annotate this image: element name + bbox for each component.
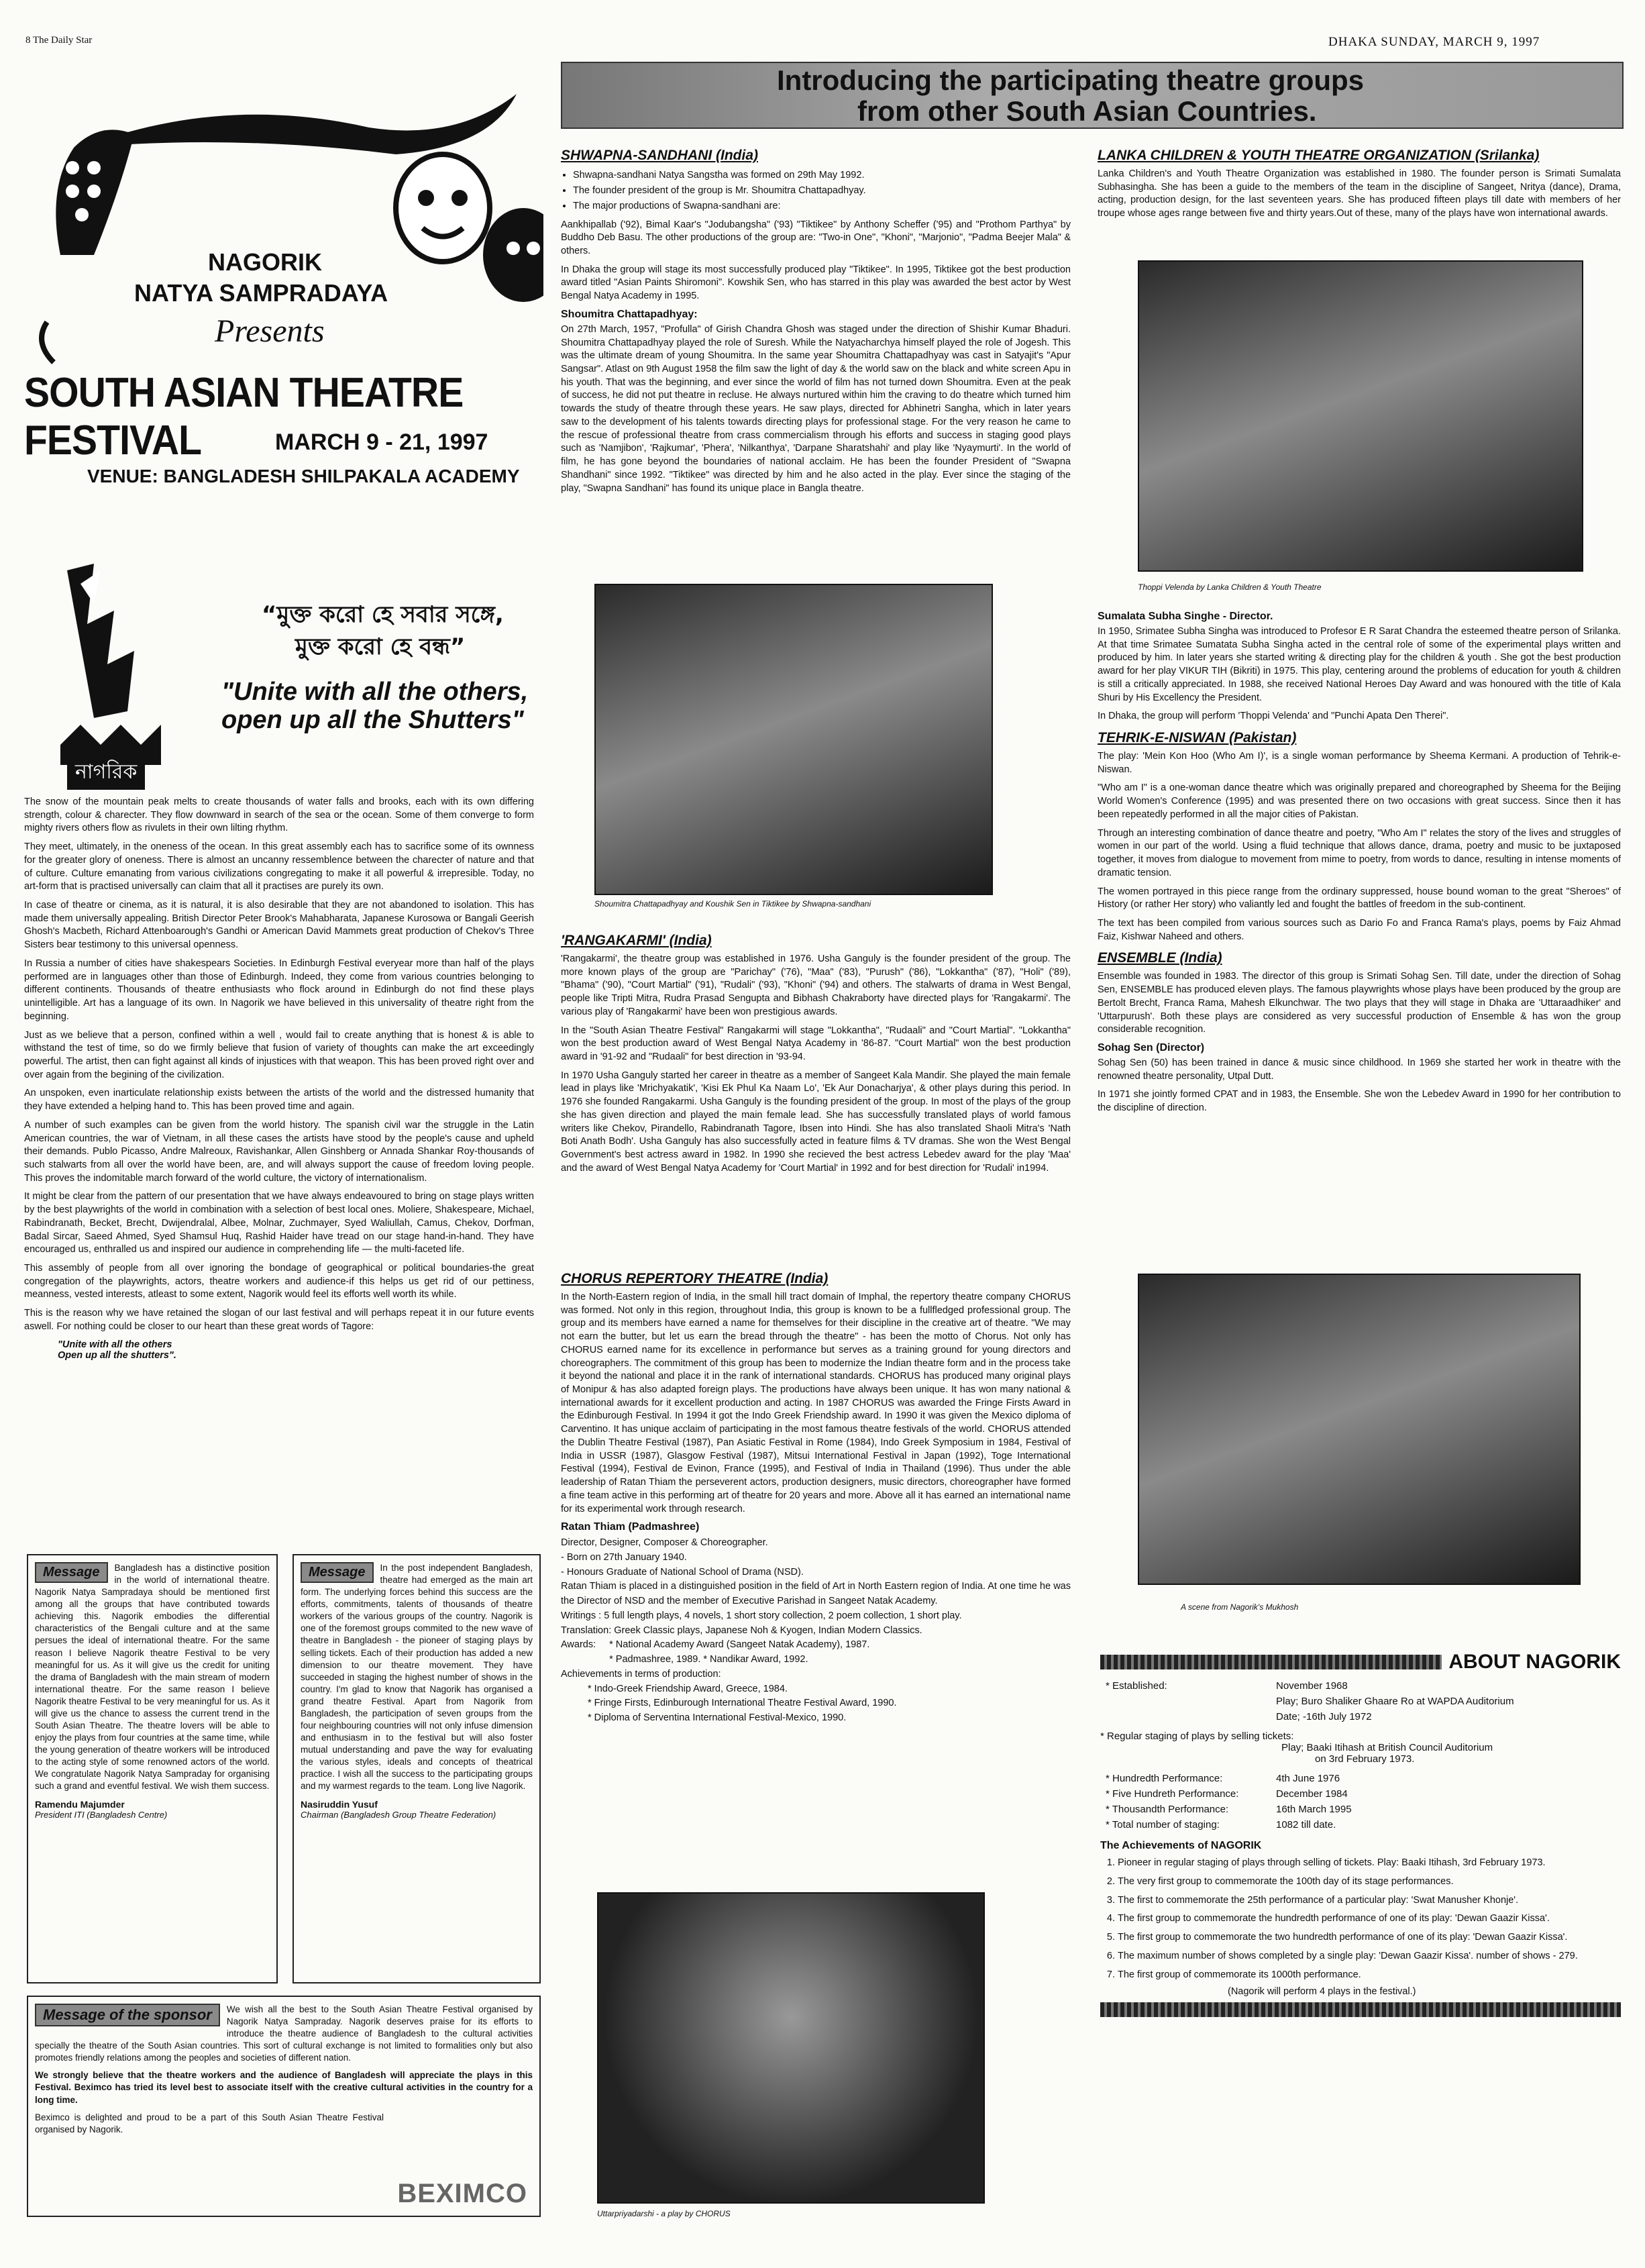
achievements-label: Achievements in terms of production: <box>561 1668 721 1680</box>
tagore-quote-line2: Open up all the shutters". <box>58 1349 176 1361</box>
shwapna-heading: SHWAPNA-SANDHANI (India) <box>561 148 758 163</box>
ratan-born: - Born on 27th January 1940. <box>561 1551 687 1563</box>
chorus-article <box>561 1271 1071 1726</box>
stat-value: 16th March 1995 <box>1276 1804 1352 1815</box>
stat-label: * Total number of staging: <box>1106 1819 1220 1831</box>
about-bottom-rule <box>1100 2002 1621 2017</box>
achievement-item: * Fringe Firsts, Edinburough International Theatre Festival Award, 1990. <box>588 1698 897 1709</box>
ensemble-paragraph: In 1971 she jointly formed CPAT and in 1983, the Ensemble. She won the Lebedev Award in 1990 for her contribution to the discipline of direction. <box>1098 1089 1621 1114</box>
about-label: * Established: <box>1106 1680 1167 1692</box>
achievement-item: 6. The maximum number of shows completed by a single play: 'Dewan Gaazir Kissa'. number of shows - 279. <box>1118 1949 1621 1964</box>
org-name-line1: NAGORIK <box>208 248 322 276</box>
masks-illustration <box>20 54 543 403</box>
about-value: Play; Buro Shaliker Ghaare Ro at WAPDA Auditorium <box>1276 1696 1514 1707</box>
message-author: Nasiruddin Yusuf <box>301 1799 378 1810</box>
shwapna-paragraph: On 27th March, 1957, "Profulla" of Girish Chandra Ghosh was staged under the direction of Shishir Kumar Bhaduri. Shoumitra Chattapadhyay played the role of Suresh. While the Natyacharchya himself played the role of Jogesh. This was the ultimate dream of young Shoumitra. In the same year Shoumitra Chattapadhyay was cast in Satyajit's "Apur Sangsar". Atlast on 9th August 1958 the film saw the light of day & the world saw on the black and white screen Apu in his youth. That was the beginning, and ever since the world of film has not turned down Shoumitra. Even at the peak of success, he did not put theatre in recluse. He always nurtured within him the craving to do theatre which turned him towards the study of theatre through these years. He saw plays, directed for Abhinetri Sangha, which in later years saw to the development of his talents towards directing plays for professional stage. For the very reason he came to the rescue of professional theatre from crass commercialism through his efforts and success in staging good plays such as 'Namjibon', 'Rajkumar', 'Phera', 'Nilkanthya', 'Darpane Sharatshahi' and play like 'Nyaymurti'. In the world of film, he has gone beyond the boundaries of national acclaim. He has been the founder President of "Swapna Shandhani" since 1992. "Tiktikee" was directed by him and he also acted in the play. Ever since the staging of the play, "Swapna Sandhani" has found its unique place in Bangla theatre. <box>561 323 1071 494</box>
ensemble-paragraph: Ensemble was founded in 1983. The director of this group is Srimati Sohag Sen. Till date, under the direction of Sohag Sen, ENSEMBLE has produced eleven plays. The famous playwrights whose plays have been produced by the group are Bertolt Brecht, Franca Rama, Mahesh Elkunchwar. The two plays that they will stage in Dhaka are 'Uttaraadhiker' and 'Uttarpurush'. Both these plays are considered as very successful production of Ensemble & has won the group considerable recognition. <box>1098 971 1621 1035</box>
about-footnote: (Nagorik will perform 4 plays in the festival.) <box>1228 1986 1416 1998</box>
tehrik-paragraph: "Who am I" is a one-woman dance theatre which was originally prepared and choreographed by Sheema for the Beijing World Women's Conference (1995) and was presented there on two occasions with great success. Since then it has been repeatedly performed in all the major cities of Pakistan. <box>1098 782 1621 820</box>
banner-line1: Introducing the participating theatre groups <box>777 64 1365 96</box>
rangakarmi-paragraph: In 1970 Usha Ganguly started her career in theatre as a member of Sangeet Kala Mandir. She played the main female lead in plays like 'Mrichyakatik', 'Kisi Ek Phul Ka Naam Lo', 'Ek Aur Donacharjya', & other plays during this period. In 1976 she founded Rangakarmi. Usha Ganguly is the founding president of the group. In most of the plays of the group she has given direction and played the main female lead. She has successfully translated plays of world famous writers like Chekov, Pirandello, Rabindranath Tagore, Ibsen into Hindi. She has also translated Shaoli Mitra's 'Nath Boti Anath Bodh'. Usha Ganguly has also successfully acted in feature films & TV dramas. She won the West Bengal Government's best actress award in 1982. In 1990 she recieved the best actress Lebedev award for the play 'Maa' and the award of West Bengal Natya Academy for 'Court Martial' in 1992 and for best direction for 'Rudali' in1994. <box>561 1070 1071 1174</box>
dateline: DHAKA SUNDAY, MARCH 9, 1997 <box>1328 35 1540 49</box>
about-title-rule <box>1100 1655 1442 1669</box>
chorus-paragraph: In the North-Eastern region of India, in the small hill tract domain of Imphal, the repertory theatre company CHORUS was formed. Not only in this region, throughout India, this group is known to be a fullfledged professional group. The group and its members have earned a name for themselves for their discipline in the creative art of theatre. "We may not earn the butter, but let us earn the bread through the theatre" - has been the motto of Chorus. Not only has CHORUS earned name for its excellence in performance but serves as a training ground for young directors and choreographers. The commitment of this group has been to modernize the Indian theatre form and in the process take it beyond the national and place it in the rank of international standards. CHORUS has produced many original plays of Monipur & has also adapted foreign plays. The productions have always been unique. It has won many national & international awards for it excellent production and acting. In 1987 CHORUS was awarded the Fringe Firsts Award in the Edinburough Festival. In 1994 it got the Indo Greek Friendship award. In 1990 it was given the Mexico diploma of Carventino. It has unique acclaim of participating in the most famous theatre festivals of the world. CHORUS attended the Dublin Theatre Festival (1987), Pan Asiatic Festival in Rome (1984), Indo Greek Symposium in 1984, Festival of India in USSR (1987), Glasgow Festival (1987), Mitsui International Festival in Japan (1992), Toge International Festival (1994), Festival de Evinon, France (1995), and Festival of India in Thailand (1996). Thus under the able leadership of Ratan Thiam the perseverent actors, production designers, music directors, choreographer have formed a fine team active in this performing art of theatre for 20 years and more. Above all it has earned an international name for its experimental work through research. <box>561 1292 1071 1514</box>
uttarpriyadarshi-photo <box>597 1892 985 2204</box>
shwapna-subheading: Shoumitra Chattapadhyay: <box>561 308 698 320</box>
regular-staging-date: on 3rd February 1973. <box>1315 1753 1415 1765</box>
intro-article <box>24 796 534 1361</box>
regular-staging-label: * Regular staging of plays by selling tickets: <box>1100 1731 1294 1742</box>
banner-line2: from other South Asian Countries. <box>857 95 1317 127</box>
message-author-title: Chairman (Bangladesh Group Theatre Federation) <box>301 1810 496 1820</box>
tiktikee-photo <box>594 584 993 895</box>
thoppi-velenda-photo <box>1138 260 1583 572</box>
tehrik-paragraph: The text has been compiled from various sources such as Dario Fo and Franca Rama's plays, poems by Faiz Ahmad Faiz, Kishwar Naheed and others. <box>1098 917 1621 942</box>
festival-venue: VENUE: BANGLADESH SHILPAKALA ACADEMY <box>87 466 520 486</box>
shwapna-paragraph: In Dhaka the group will stage its most successfully produced play "Tiktikee". In 1995, Tiktikee got the best production award titled "Asian Paints Shiromoni". Kowshik Sen, who has starred in this play was awarded the best actor by West Bengal Natya Academy in 1995. <box>561 264 1071 302</box>
intro-paragraph: It might be clear from the pattern of our presentation that we have always endeavoured to bring on stage plays written by the best playwrights of the world in combination with a selection of best local ones. Moliere, Shakespeare, Michael, Rabindranath, Becket, Brecht, Dwijendralal, Albee, Molnar, Zuchmayer, Syed Waliullah, Camus, Chekov, Dorfman, Badal Sircar, Saeed Ahmed, Syed Shamsul Huq, Rashid Haider have tread on our stage hand-in-hand. They have encouraged us, enthralled us and inspired our audience in comprehending life — the multi-faceted life. <box>24 1191 534 1255</box>
stat-value: 4th June 1976 <box>1276 1773 1340 1784</box>
lanka-paragraph: Lanka Children's and Youth Theatre Organization was established in 1980. The founder person is Srimati Sumalata Subhasingha. She has been a guide to the members of the team in the discipline of Sangeet, Nritya (dance), Drama, acting, production design, for the last seventeen years. She has produced fifteen plays till date with members of her troupe whose ages range between five and thirty years.Out of these, many of the plays have won international awards. <box>1098 168 1621 219</box>
intro-paragraph: In case of theatre or cinema, as it is natural, it is also desirable that they are not abandoned to isolation. This has made them universally appealing. British Director Peter Brook's Mahabharata, Japanese Kurosowa or Bangali Geerish Ghosh's Macbeth, Richard Attenboarough's Gandhi or American David Mammets great production of Chekov's Three Sisters bear testimony to this universal openness. <box>24 900 534 951</box>
thoppi-velenda-caption: Thoppi Velenda by Lanka Children & Youth Theatre <box>1138 582 1322 592</box>
about-value: November 1968 <box>1276 1680 1348 1692</box>
nagorik-emblem <box>54 544 174 785</box>
achievement-item: 1. Pioneer in regular staging of plays through selling of tickets. Play: Baaki Itihash, 3rd February 1973. <box>1118 1856 1621 1871</box>
tehrik-paragraph: The women portrayed in this piece range from the ordinary suppressed, house bound woman to the great "Sheroes" of History (or rather Her story) who valiantly led and fought the battles of freedom in the sub-continent. <box>1098 886 1621 911</box>
stat-value: December 1984 <box>1276 1788 1348 1800</box>
ratan-thiam-details <box>561 1536 1071 1726</box>
rangakarmi-paragraph: In the "South Asian Theatre Festival" Rangakarmi will stage "Lokkantha", "Rudaali" and "Court Martial". "Lokkantha" won the best production award of West Bengal Natya Academy in '86-87. "Court Martial" won the best production award in '91-92 and "Rudaali" for best direction in '93-94. <box>561 1025 1071 1063</box>
regular-staging-play: Play; Baaki Itihash at British Council Auditorium <box>1281 1742 1493 1753</box>
award-item: * National Academy Award (Sangeet Natak Academy), 1987. <box>609 1639 870 1651</box>
lanka-paragraph: In Dhaka, the group will perform 'Thoppi Velenda' and "Punchi Apata Den Therei". <box>1098 711 1449 722</box>
ratan-translation: Translation: Greek Classic plays, Japanese Noh & Kyogen, Indian Modern Classics. <box>561 1625 922 1636</box>
about-label <box>1102 1694 1271 1708</box>
lanka-subheading: Sumalata Subha Singhe - Director. <box>1098 611 1273 622</box>
about-label <box>1102 1710 1271 1724</box>
message-author-title: President ITI (Bangladesh Centre) <box>35 1810 168 1820</box>
intro-paragraph: An unspoken, even inarticulate relationship exists between the artists of the world and the distressed humanity that they have extended a helping hand to. This has been proved time and again. <box>24 1088 534 1113</box>
stat-value: 1082 till date. <box>1276 1819 1336 1831</box>
achievements-title: The Achievements of NAGORIK <box>1100 1840 1262 1851</box>
shwapna-bullet: • The founder president of the group is Mr. Shoumitra Chattapadhyay. <box>573 183 1071 199</box>
established-table <box>1100 1678 1520 1725</box>
presents-label: Presents <box>215 313 325 349</box>
intro-paragraph: They meet, ultimately, in the oneness of the ocean. In this great assembly each has to sacrifice some of its ownness for the greater glory of oneness. There is almost an uncanny ressemblence between the charecter of nature and that of culture. Culture emanating from various civilizations congregating to make it all powerful & irrepresible. Today, no art-form that is practised universally can claim that all it practises are purely its own. <box>24 841 534 892</box>
banner <box>561 62 1624 129</box>
ratan-honours: - Honours Graduate of National School of Drama (NSD). <box>561 1566 804 1578</box>
performance-stats <box>1100 1770 1357 1833</box>
intro-paragraph: In Russia a number of cities have shakespears Societies. In Edinburgh Festival everyear more than half of the plays performed are in languages other than those of Edinburgh. Indeed, they come from various countries belonging to different continents. Thousands of theatre enthusiasts who flock around in Edinburgh do not find these plays unintelligible. Art has a language of its own. In Nagorik we have believed in this universality of theatre right from the beginning. <box>24 958 534 1022</box>
intro-paragraph: A number of such examples can be given from the world history. The spanish civil war the struggle in the Latin American countries, the war of Vietnam, in all these cases the artists have stood by the people's cause and upheld their demands. Publo Picasso, Andre Malreoux, Ravishankar, Allen Ginshberg or Annada Shankar Roy-thousands of such stalwarts from all over the world have been, are, and will always support the cause of freedom loving people. This proves the indomitable march forward of the world culture, the victory of internationalism. <box>24 1119 534 1184</box>
award-item: * Padmashree, 1989. * Nandikar Award, 1992. <box>609 1654 808 1665</box>
festival-ad <box>20 54 543 792</box>
stat-label: * Five Hundreth Performance: <box>1106 1788 1239 1800</box>
nagorik-logo-text: নাগরিক <box>67 756 145 790</box>
shwapna-bullet: • The major productions of Swapna-sandhani are: <box>573 199 1071 214</box>
rangakarmi-paragraph: 'Rangakarmi', the theatre group was established in 1976. Usha Ganguly is the founder president of the group. The more known plays of the group are "Parichay" ('76), "Maa" ('83), "Purush" ('86), "Lokkantha" ('87), "Holi" ('89), "Bhama" ('90), "Court Martial" ('91), "Rudali" ('93), "Khoni" ('94) and others. The stalwarts of drama in West Bengal, people like Tripti Mitra, Rudra Prasad Sengupta and Bibhash Chakraborty have directed plays for 'Rangakarmi'. The various play of 'Rangakarmi' have been won prestigious awards. <box>561 953 1071 1017</box>
achievement-item: 3. The first to commemorate the 25th performance of a particular play: 'Swat Manusher Khonje'. <box>1118 1894 1621 1908</box>
ratan-role: Director, Designer, Composer & Choreographer. <box>561 1537 768 1549</box>
message-box-iti <box>27 1554 278 1983</box>
bangla-slogan-line1: “মুক্ত করো হে সবার সঙ্গে, <box>262 601 504 628</box>
shwapna-bullet: • Shwapna-sandhani Natya Sangstha was formed on 29th May 1992. <box>573 168 1071 183</box>
sponsor-tag: Message of the sponsor <box>35 2004 220 2026</box>
org-name-line2: NATYA SAMPRADAYA <box>134 279 388 307</box>
lanka-article <box>1098 148 1621 226</box>
about-nagorik <box>1100 1651 1621 2017</box>
lanka-heading: LANKA CHILDREN & YOUTH THEATRE ORGANIZATION (Srilanka) <box>1098 148 1540 163</box>
mukhosh-caption: A scene from Nagorik's Mukhosh <box>1181 1602 1299 1612</box>
tagore-quote-line1: "Unite with all the others <box>58 1339 172 1350</box>
ensemble-heading: ENSEMBLE (India) <box>1098 950 1222 966</box>
message-text: Bangladesh has a distinctive position in the world of international theatre. Nagorik Natya Sampradaya should be mentioned first among all the groups that have contributed towards achieving this. Nagorik embodies the differential characteristics of the Bengali culture and at the same persues the ideal of international theatre. For the same reason I believe Nagorik theatre Festival to be very meaningful for us. As it will give us the credit for uniting the drama of Bangladesh with the main stream of modern international theatre. For the same reason I believe Nagorik theatre Festival to be very meaningful for us. As it will give us the chance to assess the current trend in the South Asian Theatre. The theatre lovers will be able to enjoy the plays from four countries at the same time, while the young generation of theatre workers will be introduced to the acting style of some renowned actors of the world. We congratulate Nagorik Natya Sampraday for organising such a grand and eventful festival. We wish them success. <box>35 1563 270 1792</box>
intro-paragraph: This assembly of people from all over ignoring the bondage of geographical or political boundaries-the great congregation of the playwrights, actors, theatre workers and audience-if this helps us get rid of our pettiness, meanness, vested interests, atleast to some extent, Nagorik would feel its efforts well worth its while. <box>24 1263 534 1300</box>
intro-paragraph: The snow of the mountain peak melts to create thousands of water falls and brooks, each with its own differing strength, colour & charecter. They flow downward in search of the sea or the ocean. Some of them converge to form mighty rivers others flow as rivulets in their own lilting rhythm. <box>24 796 534 834</box>
message-author: Ramendu Majumder <box>35 1799 125 1810</box>
tehrik-heading: TEHRIK-E-NISWAN (Pakistan) <box>1098 730 1297 746</box>
bangla-slogan-line2: মুক্ত করো হে বন্ধ” <box>295 633 466 660</box>
uttarpriyadarshi-caption: Uttarpriyadarshi - a play by CHORUS <box>597 2209 731 2218</box>
english-slogan-line1: "Unite with all the others, <box>221 678 529 706</box>
shwapna-paragraph: Aankhipallab ('92), Bimal Kaar's "Jodubangsha" ('93) "Tiktikee" by Anthony Scheffer ('95) and "Prothom Parthya" by Buddho Deb Basu. The other productions of the group are: "Two-in One", "Khoni", "Marjonio", "Padma Beejer Mala" & others. <box>561 219 1071 256</box>
sponsor-paragraph: Beximco is delighted and proud to be a part of this South Asian Theatre Festival organised by Nagorik. <box>35 2112 384 2134</box>
message-text: In the post independent Bangladesh, theatre had emerged as the main art form. The underlying forces behind this success are the efforts, commitments, talents of thousands of theatre workers of the various groups of the country. Nagorik is one of the foremost groups commited to the new wave of theatre in Bangladesh - the pioneer of staging plays by selling tickets. Each of their production has added a new dimension to our theatre movement. They have succeeded in staging the highest number of shows in the country. I'm glad to know that Nagorik has organised a grand theatre Festival. Apart from Nagorik from Bangladesh, the participation of seven groups from the four neighbouring countries will not only infuse dimension and enthusiasm in to the festival but will also foster mutual understanding and pave the way for evaluating the various styles, ideals and concepts of theatrical practice. I wish all the success to the participating groups and my warmest regards to the team. Long live Nagorik. <box>301 1563 533 1792</box>
message-tag: Message <box>301 1562 374 1583</box>
sponsor-message-box <box>27 1996 541 2217</box>
ratan-bio: Ratan Thiam is placed in a distinguished position in the field of Art in North Eastern region of India. At one time he was the Director of NSD and the member of Executive Parishad in Sangeet Natak Academy. <box>561 1581 1071 1607</box>
mukhosh-photo <box>1138 1274 1581 1585</box>
rangakarmi-article <box>561 933 1071 1181</box>
achievement-item: * Diploma of Serventina International Festival-Mexico, 1990. <box>588 1712 847 1724</box>
chorus-heading: CHORUS REPERTORY THEATRE (India) <box>561 1271 829 1286</box>
tehrik-paragraph: Through an interesting combination of dance theatre and poetry, "Who Am I" relates the story of the lives and struggles of women in our part of the world. Using a fluid technique that allows dance, drama, poetry and music to be juxtaposed together, it moves from dialogue to movement from mime to poetry, from words to dance, resulting in intense moments of dramatic tension. <box>1098 827 1621 878</box>
sponsor-paragraph: We wish all the best to the South Asian Theatre Festival organised by Nagorik Natya Sampraday. Nagorik deserves praise for its efforts to introduce the theatre audience of Bangladesh to the cultural activities specially the theatre of the South Asian countries. This sort of cultural exchange is not limited to formalities only but also promotes friendly relations among the peoples and societies of different nation. <box>35 2004 533 2063</box>
festival-title: SOUTH ASIAN THEATRE FESTIVAL <box>24 370 464 464</box>
beximco-logo: BEXIMCO <box>397 2179 527 2208</box>
tiktikee-caption: Shoumitra Chattapadhyay and Koushik Sen in Tiktikee by Shwapna-sandhani <box>594 899 871 909</box>
achievements-list <box>1100 1856 1621 1982</box>
sponsor-paragraph: We strongly believe that the theatre workers and the audience of Bangladesh will appreciate the plays in this Festival. Beximco has tried its level best to associate itself with the creative cultural activities in the country for a long time. <box>35 2070 533 2105</box>
english-slogan-line2: open up all the Shutters" <box>221 706 524 734</box>
lanka-paragraph: In 1950, Srimatee Subha Singha was introduced to Profesor E R Sarat Chandra the esteemed theatre person of Srilanka. At that time Srimatee Sumatata Subha Singha acted in the central role of some of the experimental plays written and produced by him. In later years she started writing & directing play for the children & youth . She got the best production award for her play VIKUR TIH (Bikriti) in 1975. This play, centering around the problems of education for youth & children is still a critically appreciated. In 1988, she received National Heroes Day Award and was honoured with the title of Kala Shuri by His Excellency the President. <box>1098 626 1621 703</box>
rangakarmi-heading: 'RANGAKARMI' (India) <box>561 933 712 948</box>
awards-label: Awards: <box>561 1639 596 1651</box>
about-title: ABOUT NAGORIK <box>1448 1651 1621 1673</box>
lanka-director <box>1098 607 1621 1121</box>
intro-paragraph: Just as we believe that a person, confined within a well , would fail to create anything that is honest & is able to withstand the test of time, so do we firmly believe that fusion of variety of thoughts can make the art exceedingly powerful. The artist, then can fight against all kinds of injustices with that weapon. This has been proved right over and over again from the begining of the civilization. <box>24 1029 534 1080</box>
ratan-writings: Writings : 5 full length plays, 4 novels, 1 short story collection, 2 poem collection, 1 short play. <box>561 1610 962 1621</box>
achievement-item: 2. The very first group to commemorate the 100th day of its stage performances. <box>1118 1875 1621 1890</box>
message-box-gtf <box>293 1554 541 1983</box>
ratan-thiam-heading: Ratan Thiam (Padmashree) <box>561 1521 700 1533</box>
sohag-sen-heading: Sohag Sen (Director) <box>1098 1041 1205 1053</box>
festival-dates: MARCH 9 - 21, 1997 <box>275 429 488 455</box>
stat-label: * Hundredth Performance: <box>1106 1773 1223 1784</box>
achievement-item: 5. The first group to commemorate the two hundredth performance of one of its play: 'Dewan Gaazir Kissa'. <box>1118 1930 1621 1945</box>
page-number-masthead: 8 The Daily Star <box>25 35 93 46</box>
achievement-item: 7. The first group of commemorate its 1000th performance. <box>1118 1968 1621 1983</box>
about-value: Date; -16th July 1972 <box>1276 1711 1372 1722</box>
center-column <box>561 148 1071 501</box>
achievement-item: * Indo-Greek Friendship Award, Greece, 1984. <box>588 1683 788 1694</box>
ensemble-paragraph: Sohag Sen (50) has been trained in dance & music since childhood. In 1969 she started her work in theatre with the renowned theatre personality, Utpal Dutt. <box>1098 1057 1621 1082</box>
intro-paragraph: This is the reason why we have retained the slogan of our last festival and will perhaps repeat it in our future events aswell. For nothing could be closer to our heart than these great words of Tagore: <box>24 1308 534 1332</box>
shwapna-bullets <box>561 168 1071 215</box>
achievement-item: 4. The first group to commemorate the hundredth performance of one of its play: 'Dewan Gaazir Kissa'. <box>1118 1912 1621 1926</box>
tehrik-paragraph: The play: 'Mein Kon Hoo (Who Am I)', is a single woman performance by Sheema Kermani. A production of Tehrik-e-Niswan. <box>1098 751 1621 775</box>
stat-label: * Thousandth Performance: <box>1106 1804 1229 1815</box>
message-tag: Message <box>35 1562 108 1583</box>
